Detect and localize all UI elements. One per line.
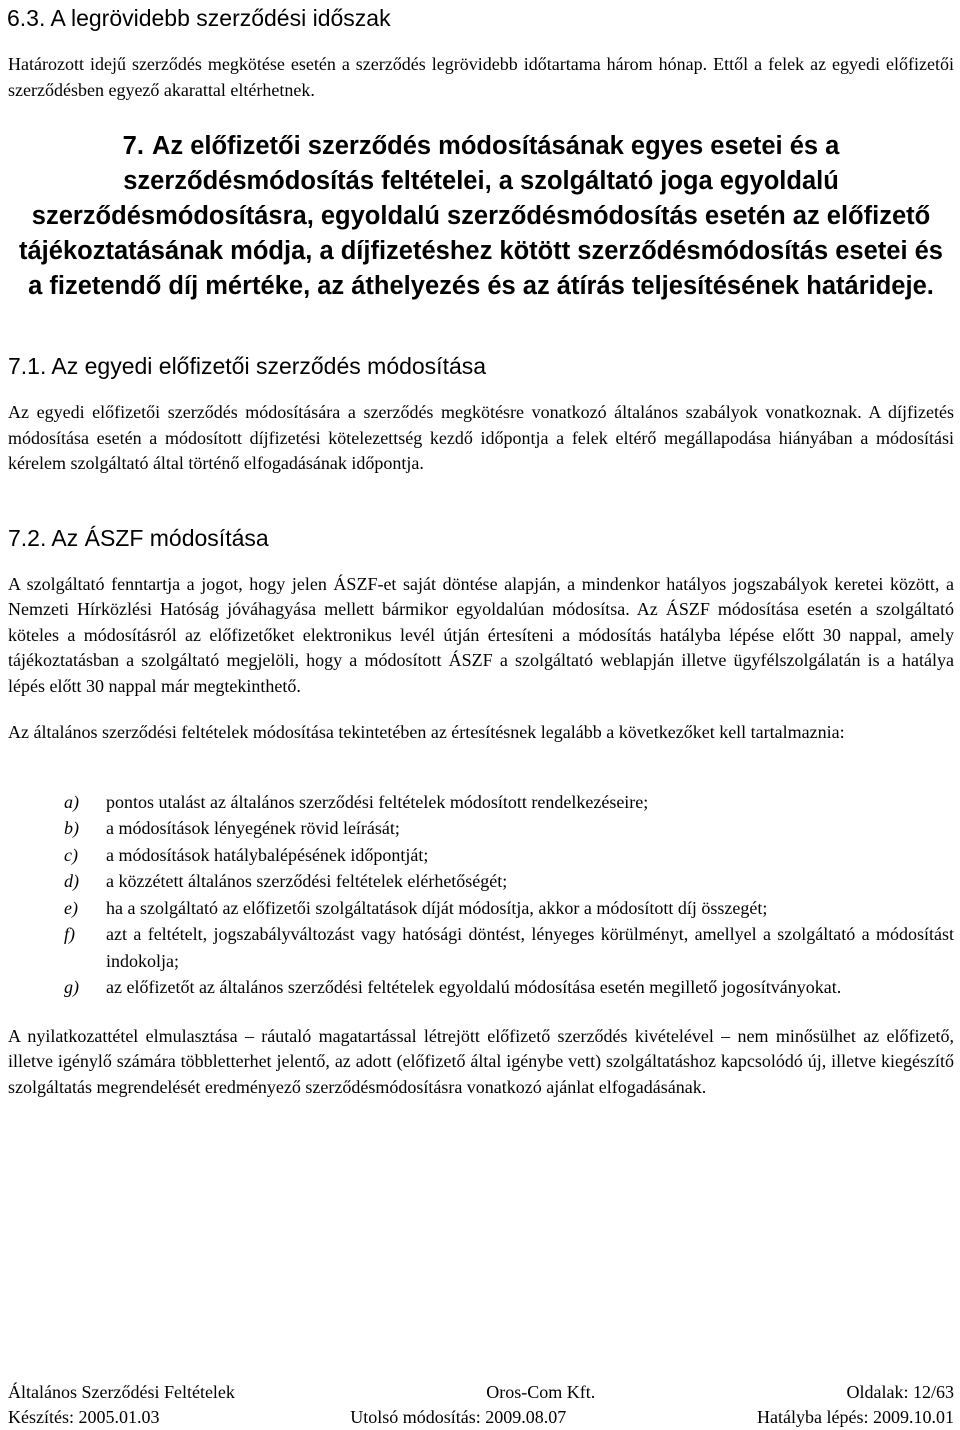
- list-item-text: a közzétett általános szerződési feltételek elérhetőségét;: [106, 871, 508, 891]
- section-7-1-heading: [8, 352, 954, 380]
- section-7-number: 7.: [122, 132, 144, 160]
- list-item-text: a módosítások lényegének rövid leírását;: [106, 818, 400, 838]
- footer-row-1: [8, 1379, 954, 1405]
- list-item-text: az előfizetőt az általános szerződési feltételek egyoldalú módosítása esetén megillető jogosítványokat.: [106, 977, 842, 997]
- section-6-3-heading: [7, 4, 954, 32]
- list-item-text: ha a szolgáltató az előfizetői szolgáltatások díját módosítja, akkor a módosított díj összegét;: [106, 897, 768, 918]
- section-6-3-number: 6.3.: [7, 5, 46, 31]
- footer-modified-date: Utolsó módosítás: 2009.08.07: [350, 1407, 567, 1427]
- list-item: [8, 921, 954, 974]
- list-item-label: d): [64, 871, 79, 891]
- list-item-label: e): [64, 897, 78, 918]
- list-item: [8, 974, 954, 1001]
- footer-row-2: [8, 1404, 954, 1430]
- footer-effective-date: Hatályba lépés: 2009.10.01: [757, 1407, 954, 1427]
- section-7-2-paragraph-3: A nyilatkozattétel elmulasztása – ráutaló magatartással létrejött előfizető szerződés kivételével – nem minősülhet az előfizető, illetve igénylő számára többletterhet jelentő, az adott (előfizető által igénybe vett) szolgáltatáshoz kapcsolódó új, illetve kiegészítő szolgáltatás megrendelését eredményező szerződésmódosításra vonatkozó ajánlat elfogadásának.: [8, 1025, 954, 1097]
- list-item-label: a): [64, 791, 79, 812]
- section-6-3-paragraph: Határozott idejű szerződés megkötése esetén a szerződés legrövidebb időtartama három hónap. Ettől a felek az egyedi előfizetői szerződésben egyező akarattal eltérhetnek.: [8, 54, 954, 100]
- section-7-heading: [8, 129, 954, 304]
- section-7-title: Az előfizetői szerződés módosításának egyes esetei és a szerződésmódosítás feltételei, a szolgáltató joga egyoldalú szerződésmódosításra, egyoldalú szerződésmódosítás esetén az előfizető tájékoztatásának módja, a díjfizetéshez kötött szerződésmódosítás esetei és a fizetendő díj mértéke, az áthelyezés és az átírás teljesítésének határideje.: [19, 132, 943, 300]
- section-7-1-number: 7.1.: [8, 353, 47, 379]
- footer-company: Oros-Com Kft.: [486, 1382, 596, 1402]
- list-item-label: g): [64, 977, 79, 997]
- list-item: [8, 815, 954, 842]
- list-item: [8, 842, 954, 869]
- list-item-label: f): [64, 924, 75, 944]
- section-7-1-paragraph: Az egyedi előfizetői szerződés módosítására a szerződés megkötésre vonatkozó általános szabályok vonatkoznak. A díjfizetés módosítása esetén a módosított díjfizetési kötelezettség kezdő időpontja a felek eltérő megállapodása hiányában a módosítási kérelem szolgáltató által történő elfogadásának időpontja.: [8, 402, 954, 473]
- document-page: [8, 0, 954, 1100]
- footer-doc-title: Általános Szerződési Feltételek: [8, 1382, 235, 1402]
- footer-page-number: Oldalak: 12/63: [846, 1382, 954, 1402]
- section-7-2-paragraph-2: Az általános szerződési feltételek módosítása tekintetében az értesítésnek legalább a következőket kell tartalmaznia:: [8, 722, 845, 742]
- footer-created-date: Készítés: 2005.01.03: [8, 1407, 160, 1427]
- list-item-label: b): [64, 818, 79, 838]
- list-item: [8, 868, 954, 895]
- section-7-2-paragraph-1: A szolgáltató fenntartja a jogot, hogy jelen ÁSZF-et saját döntése alapján, a mindenkor hatályos jogszabályok keretei között, a Nemzeti Hírközlési Hatóság jóváhagyása mellett bármikor egyoldalúan módosítsa. Az ÁSZF módosítása esetén a szolgáltató köteles a módosításról az előfizetőket elektronikus levél útján értesíteni a módosítás hatályba lépése előtt 30 nappal, amely tájékoztatásban a szolgáltató megjelöli, hogy a módosított ÁSZF a szolgáltató weblapján illetve ügyfélszolgálatán is a hatálya lépés előtt 30 nappal már megtekinthető.: [8, 573, 954, 696]
- section-6-3-title: A legrövidebb szerződési időszak: [50, 5, 391, 31]
- list-item-label: c): [64, 844, 78, 865]
- section-7-2-heading: [8, 524, 954, 552]
- section-7-2-title: Az ÁSZF módosítása: [51, 524, 269, 551]
- list-item: [8, 789, 954, 816]
- list-item-text: pontos utalást az általános szerződési feltételek módosított rendelkezéseire;: [106, 791, 649, 812]
- section-7-2-number: 7.2.: [8, 524, 47, 551]
- notification-requirements-list: [8, 789, 954, 1001]
- list-item-text: azt a feltételt, jogszabályváltozást vagy hatósági döntést, lényeges körülményt, amellyel a szolgáltató a módosítást indokolja;: [106, 924, 954, 971]
- section-7-1-title: Az egyedi előfizetői szerződés módosítása: [51, 353, 487, 379]
- list-item-text: a módosítások hatálybalépésének időpontját;: [106, 844, 429, 865]
- list-item: [8, 895, 954, 922]
